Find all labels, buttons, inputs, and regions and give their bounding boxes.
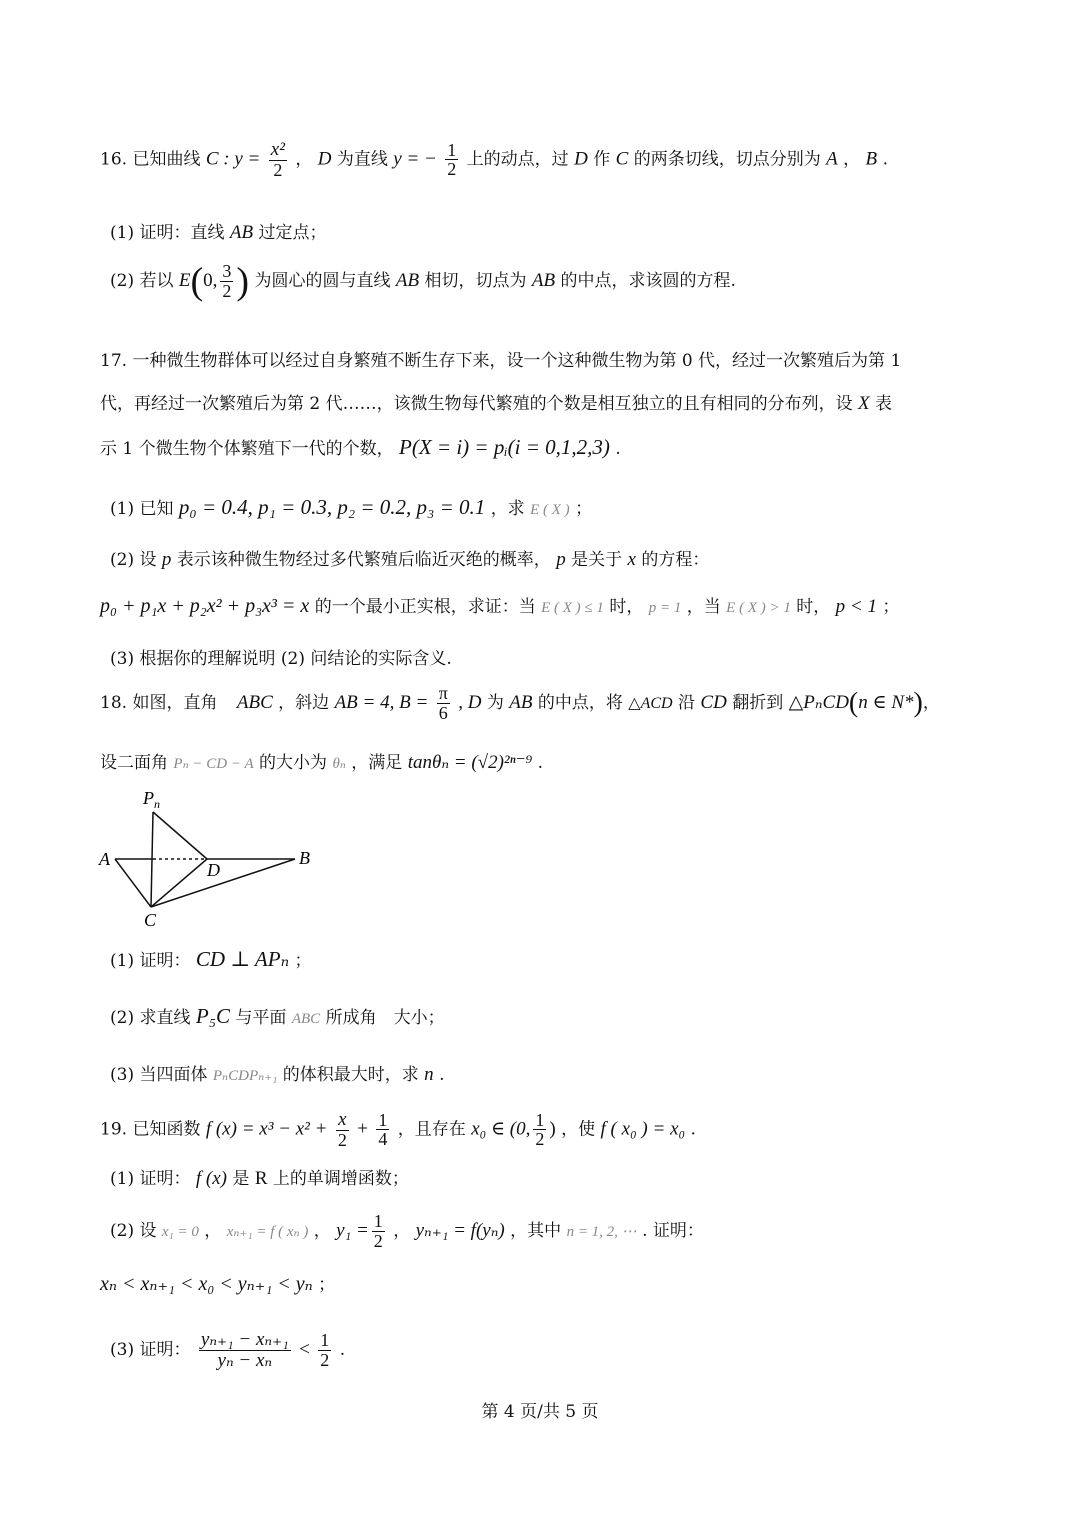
part-text: 的一个最小正实根，求证：当 (314, 597, 536, 617)
q16-text: 为直线 (336, 149, 388, 170)
part-text: . (339, 1339, 346, 1360)
q16-var-a: A (826, 148, 838, 170)
frac-den: 2 (337, 1129, 347, 1150)
q18-tan-expr: tanθₙ = (√2)²ⁿ⁻⁹ (407, 752, 533, 773)
label-a: A (99, 849, 110, 869)
q18-var-n: n (424, 1064, 434, 1085)
q16-curve-frac (269, 140, 287, 180)
q17-part2 (0, 545, 1080, 571)
q18-text: 的大小为 (259, 753, 328, 773)
part-text: 的方程： (641, 550, 710, 570)
q19-part1 (0, 1164, 1080, 1190)
frac-num: 1 (378, 1109, 388, 1130)
q16-line-eq: y = − (393, 148, 437, 170)
label-pn: $P_n$ (143, 788, 160, 811)
part-text: ； (294, 951, 312, 971)
q19-fixed-point: f ( x₀ ) = x₀ (600, 1118, 686, 1140)
part-text: ，求 (490, 499, 525, 519)
q17-part3 (0, 644, 1080, 669)
q19-x0-interval: x₀ ∈ (0, (471, 1118, 531, 1140)
q16-var-d: D (574, 148, 588, 170)
q17-given-values: p₀ = 0.4, p₁ = 0.3, p₂ = 0.2, p₃ = 0.1 (178, 495, 486, 519)
q16-var-d: D (317, 148, 332, 170)
q18-given: , D (458, 691, 482, 713)
frac-num: 1 (320, 1330, 330, 1351)
q18-stem (0, 684, 1080, 723)
part-text: (2) 设 (110, 550, 157, 570)
part-text: 的体积最大时，求 (282, 1065, 419, 1085)
q19-y1-frac (372, 1212, 385, 1251)
part-text: (2) 求直线 (110, 1008, 191, 1028)
q16-text: . (882, 149, 888, 170)
q17-var-p: p (556, 549, 566, 570)
frac-den: 2 (222, 280, 232, 301)
q19-function: f (x) = x³ − x² + (205, 1118, 328, 1140)
q19-frac-14 (376, 1111, 389, 1150)
q17-line2 (0, 389, 1080, 415)
frac-num: π (438, 683, 448, 703)
q17-text: 表 (875, 394, 893, 414)
paren-right: ) (236, 260, 250, 303)
q17-var-x-lower: x (627, 549, 636, 570)
part-text: ，其中 (510, 1220, 562, 1241)
label-c: C (144, 910, 157, 930)
q19-text: 19. 已知函数 (100, 1119, 201, 1140)
q18-tri-acd: △ACD (628, 694, 673, 712)
part-text: 的中点，求该圆的方程. (560, 270, 736, 291)
q16-var-ab: AB (229, 222, 254, 243)
q17-condition-2: E ( X ) > 1 (726, 600, 791, 616)
q16-e-zero: 0, (203, 269, 218, 291)
part-text: 是关于 (571, 550, 623, 570)
part-text: 上的单调增函数； (272, 1169, 409, 1189)
frac-den: 4 (378, 1129, 388, 1150)
part-text: ； (318, 1275, 336, 1295)
q16-text: 的两条切线，切点分别为 (633, 149, 821, 170)
part-text: . (439, 1065, 445, 1085)
q18-part1 (0, 946, 1080, 972)
q19-x-recurrence: xₙ₊₁ = f ( xₙ ) (226, 1223, 309, 1240)
part-text: (1) 证明：直线 (110, 223, 225, 243)
frac-den: 2 (273, 159, 283, 180)
part-text: (3) 根据你的理解说明 (2) 问结论的实际含义. (110, 649, 452, 669)
part-text: 是 (232, 1169, 250, 1189)
edge-cd (151, 859, 207, 907)
part-text: 相切，切点为 (424, 270, 527, 291)
q18-n-cond: n ∈ N* (858, 691, 914, 713)
part-text: (2) 设 (110, 1220, 157, 1241)
q16-var-ab: AB (531, 269, 556, 291)
edge-cb (151, 859, 295, 907)
q19-plus: + (357, 1118, 368, 1140)
q19-n-values: n = 1, 2, ⋯ (566, 1223, 637, 1240)
part-text: ，当 (686, 597, 721, 617)
q16-part2 (0, 262, 1080, 301)
q17-text: 示 1 个微生物个体繁殖下一代的个数， (100, 439, 394, 459)
part-text: ， (393, 1220, 411, 1241)
q16-var-ab: AB (395, 269, 420, 291)
q17-condition-1: E ( X ) ≤ 1 (541, 600, 604, 616)
q18-text: ， (922, 692, 940, 713)
q16-stem (0, 140, 1080, 180)
q16-text: ， (295, 149, 313, 170)
q16-text: 上的动点，过 (466, 149, 569, 170)
part-text: (2) 若以 (110, 270, 174, 291)
frac-num: 1 (447, 139, 457, 160)
q18-tri-pcd: △PₙCD (788, 691, 849, 713)
part-text: ， (313, 1220, 331, 1241)
q19-fx: f (x) (195, 1168, 228, 1189)
q19-stem (0, 1110, 1080, 1150)
edge-pd (153, 812, 207, 859)
frac-den: 2 (320, 1349, 330, 1370)
q19-inequality: xₙ < xₙ₊₁ < x₀ < yₙ₊₁ < yₙ (100, 1273, 313, 1295)
q16-var-c: C (615, 148, 629, 170)
q18-text: 18. 如图，直角 (100, 692, 218, 713)
frac-den: 2 (535, 1129, 545, 1150)
part-text: (3) 证明： (110, 1339, 191, 1360)
q17-result-1: p = 1 (648, 600, 682, 616)
q18-var-cd: CD (700, 691, 727, 713)
q18-text: ，斜边 (278, 692, 330, 713)
q16-var-b: B (865, 148, 878, 170)
frac-num: 1 (373, 1211, 383, 1231)
q19-half-frac (533, 1111, 546, 1150)
q18-line-p5c: P₅C (195, 1004, 231, 1028)
frac-den: 6 (438, 702, 448, 723)
q16-curve-eq: C : y = (205, 148, 261, 170)
q18-triangle: ABC (236, 691, 273, 713)
paren-right: ) (913, 687, 923, 719)
q16-text: 作 (593, 149, 611, 170)
q17-var-p: p (161, 549, 172, 570)
part-text: 为圆心的圆与直线 (254, 270, 391, 291)
q19-text: . (690, 1119, 696, 1140)
q18-text: 设二面角 (100, 753, 168, 773)
part-text: 时， (609, 597, 644, 617)
part-text: 与平面 (235, 1008, 287, 1028)
q17-text: 代，再经过一次繁殖后为第 2 代……，该微生物每代繁殖的个数是相互独立的且有相同的分布列，设 (100, 394, 853, 414)
q18-text: ，满足 (351, 753, 403, 773)
q17-line1 (0, 346, 1080, 371)
q19-y1: y₁ = (336, 1219, 369, 1241)
q16-part1 (0, 218, 1080, 244)
q17-line3 (0, 434, 1080, 460)
q18-perp-expr: CD ⊥ APₙ (195, 947, 290, 971)
q18-plane-abc: ABC (291, 1011, 321, 1027)
q18-pi-frac (437, 684, 450, 723)
q18-part2 (0, 1003, 1080, 1029)
q18-theta: θₙ (332, 756, 346, 772)
q19-text: ，且存在 (397, 1119, 466, 1140)
q18-part3 (0, 1060, 1080, 1086)
part-text: (3) 当四面体 (110, 1065, 208, 1085)
part-text: 时， (796, 597, 831, 617)
q17-equation: p₀ + p₁x + p₂x² + p₃x³ = x (100, 595, 310, 617)
q19-part2-cont (0, 1270, 1080, 1296)
frac-den: yₙ − xₙ (217, 1349, 273, 1371)
frac-den: 2 (373, 1230, 383, 1251)
frac-num: 1 (535, 1109, 545, 1130)
q18-text: 的中点，将 (537, 692, 623, 713)
part-text: ； (882, 597, 900, 617)
q16-var-e: E (178, 269, 191, 291)
q17-text: 17. 一种微生物群体可以经过自身繁殖不断生存下来，设一个这种微生物为第 0 代，经过一次繁殖后为第 1 (100, 351, 902, 371)
paren-left: ( (848, 687, 859, 719)
q18-figure (95, 782, 325, 932)
q16-line-frac (445, 141, 458, 180)
frac-den: 2 (447, 159, 457, 180)
q18-given: AB = 4, B = (334, 691, 429, 713)
part-text: (1) 证明： (110, 1169, 191, 1189)
q19-less-than: < (299, 1338, 310, 1360)
q19-y-recurrence: yₙ₊₁ = f(yₙ) (415, 1219, 505, 1241)
frac-num: x² (270, 139, 285, 160)
q16-e-frac (220, 262, 233, 301)
q16-text: 16. 已知曲线 (100, 149, 201, 170)
q17-expectation: E ( X ) (530, 502, 570, 518)
q17-text: . (615, 439, 621, 459)
q16-text: ， (843, 149, 861, 170)
q18-text: 沿 (677, 692, 695, 713)
label-b: B (299, 848, 310, 868)
part-text: (1) 已知 (110, 499, 174, 519)
q19-half-bound (318, 1331, 331, 1370)
q18-line2 (0, 748, 1080, 774)
q17-result-2: p < 1 (835, 596, 877, 617)
frac-num: 3 (222, 261, 232, 281)
q18-text: . (537, 753, 544, 773)
edge-ac (115, 859, 151, 907)
q19-part2 (0, 1212, 1080, 1251)
q18-var-ab: AB (509, 691, 533, 713)
part-text: 所成角 大小； (325, 1008, 445, 1028)
frac-num: x (338, 1109, 347, 1130)
q19-x1: x₁ = 0 (161, 1223, 199, 1240)
q18-text: 为 (486, 692, 504, 713)
q18-tetrahedron: PₙCDPₙ₊₁ (212, 1068, 278, 1084)
page-footer: 第 4 页/共 5 页 (481, 1402, 599, 1422)
q19-frac-x2 (336, 1110, 349, 1150)
q19-real-set: R (254, 1168, 268, 1189)
q17-var-x: X (858, 393, 870, 414)
q19-close-paren: ) (549, 1118, 556, 1140)
q17-part1 (0, 494, 1080, 520)
frac-num: yₙ₊₁ − xₙ₊₁ (200, 1329, 289, 1350)
q18-dihedral: Pₙ − CD − A (173, 756, 254, 772)
q17-prob-expr: P(X = i) = pᵢ(i = 0,1,2,3) (399, 435, 610, 459)
part-text: 表示该种微生物经过多代繁殖后临近灭绝的概率， (176, 550, 551, 570)
part-text: . 证明： (642, 1220, 704, 1241)
paren-left: ( (190, 260, 204, 303)
part-text: (1) 证明： (110, 951, 191, 971)
q19-ratio-frac (199, 1330, 291, 1371)
q19-text: ，使 (561, 1119, 596, 1140)
part-text: ， (204, 1220, 222, 1241)
part-text: ； (575, 499, 593, 519)
label-d: D (207, 860, 220, 880)
part-text: 过定点； (258, 223, 327, 243)
q17-part2-cont (0, 592, 1080, 618)
q19-part3 (0, 1330, 1080, 1371)
q18-text: 翻折到 (732, 692, 784, 713)
